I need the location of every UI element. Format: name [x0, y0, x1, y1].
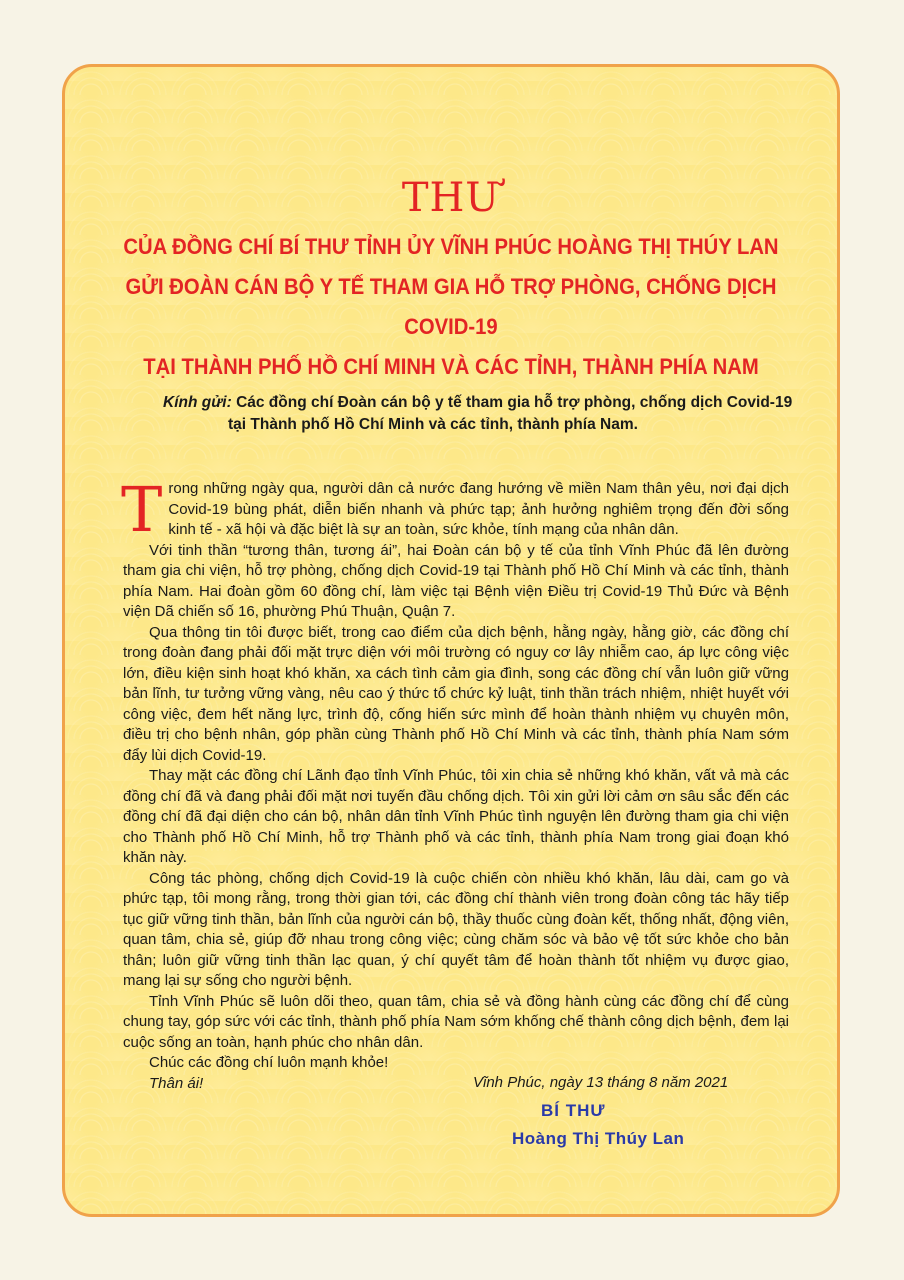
recipient-line: tại Thành phố Hồ Chí Minh và các tỉnh, thành phía Nam. [228, 416, 638, 433]
recipient-line: Các đồng chí Đoàn cán bộ y tế tham gia hỗ trợ phòng, chống dịch Covid-19 [236, 394, 793, 411]
drop-cap: T [121, 473, 163, 546]
letter-panel [62, 64, 840, 1217]
paragraph-text: rong những ngày qua, người dân cả nước đang hướng về miền Nam thân yêu, nơi đại dịch Covid-19 bùng phát, diễn biến nhanh và phức tạp; ảnh hưởng nghiêm trọng đến đời sống kinh tế - xã hội và đặc biệt là sự an toàn, sức khỏe, tính mạng của nhân dân. [168, 480, 789, 538]
subtitle-line: TẠI THÀNH PHỐ HỒ CHÍ MINH VÀ CÁC TỈNH, THÀNH PHÍA NAM [143, 354, 759, 379]
paragraph [121, 473, 789, 546]
paragraph: Chúc các đồng chí luôn mạnh khỏe! [149, 1054, 389, 1071]
signature-name: Hoàng Thị Thúy Lan [512, 1129, 685, 1148]
letter-title: THƯ [401, 175, 501, 221]
recipient-block [163, 392, 803, 436]
closing-line: Thân ái! [149, 1074, 204, 1092]
paragraph: Công tác phòng, chống dịch Covid-19 là cuộc chiến còn nhiều khó khăn, lâu dài, cam go và phức tạp, tôi mong rằng, trong thời gian tới, các đồng chí thành viên trong đoàn công tác hãy tiếp tục giữ vững tinh thần, bản lĩnh của người cán bộ, thầy thuốc cùng đoàn kết, thống nhất, động viên, quan tâm, chia sẻ, giúp đỡ nhau trong công việc; cùng chăm sóc và bảo vệ tốt sức khỏe cho bản thân; luôn giữ vững tinh thần lạc quan, ý chí quyết tâm để hoàn thành tốt nhiệm vụ được giao, mang lại sự sống cho người bệnh. [123, 869, 789, 989]
signature-title: BÍ THƯ [541, 1101, 606, 1120]
paragraph: Tỉnh Vĩnh Phúc sẽ luôn dõi theo, quan tâm, chia sẻ và đồng hành cùng các đồng chí để cùng chung tay, góp sức với các tỉnh, thành phố phía Nam sớm khống chế thành công dịch bệnh, đem lại cuộc sống an toàn, hạnh phúc cho nhân dân. [123, 992, 789, 1051]
paragraph: Với tinh thần “tương thân, tương ái”, hai Đoàn cán bộ y tế của tỉnh Vĩnh Phúc đã lên đường tham gia chi viện, hỗ trợ phòng, chống dịch Covid-19 tại Thành phố Hồ Chí Minh và các tỉnh, thành phía Nam. Hai đoàn gồm 60 đồng chí, làm việc tại Bệnh viện Điều trị Covid-19 Thủ Đức và Bệnh viện Dã chiến số 16, phường Phú Thuận, Quận 7. [123, 541, 789, 620]
place-date: Vĩnh Phúc, ngày 13 tháng 8 năm 2021 [473, 1074, 729, 1091]
letter-subtitle [96, 227, 806, 387]
subtitle-line: CỦA ĐỒNG CHÍ BÍ THƯ TỈNH ỦY VĨNH PHÚC HOÀNG THỊ THÚY LAN [123, 234, 779, 259]
paragraph: Qua thông tin tôi được biết, trong cao điểm của dịch bệnh, hằng ngày, hằng giờ, các đồng chí trong đoàn đang phải đối mặt trực diện với môi trường có nguy cơ lây nhiễm cao, áp lực công việc lớn, điều kiện sinh hoạt khó khăn, xa cách tình cảm gia đình, song các đồng chí vẫn luôn giữ vững bản lĩnh, tư tưởng vững vàng, nêu cao ý thức tổ chức kỷ luật, tinh thần trách nhiệm, nhiệt huyết với công việc, đem hết năng lực, trình độ, cống hiến sức mình để hoàn thành nhiệm vụ chuyên môn, điều trị cho bệnh nhân, góp phần cùng Thành phố Hồ Chí Minh và các tỉnh, thành phía Nam sớm đẩy lùi dịch Covid-19. [123, 623, 789, 764]
letter-body [121, 473, 789, 1094]
paragraph: Thay mặt các đồng chí Lãnh đạo tỉnh Vĩnh Phúc, tôi xin chia sẻ những khó khăn, vất vả mà các đồng chí đã và đang phải đối mặt nơi tuyến đầu chống dịch. Tôi xin gửi lời cảm ơn sâu sắc đến các đồng chí đã đại diện cho cán bộ, nhân dân tỉnh Vĩnh Phúc tình nguyện lên đường tham gia chi viện cho Thành phố Hồ Chí Minh, hỗ trợ Thành phố và các tỉnh, thành phía Nam trong giai đoạn khó khăn này. [123, 767, 789, 866]
subtitle-line: GỬI ĐOÀN CÁN BỘ Y TẾ THAM GIA HỖ TRỢ PHÒNG, CHỐNG DỊCH COVID-19 [125, 274, 777, 339]
recipient-label: Kính gửi: [163, 394, 232, 411]
